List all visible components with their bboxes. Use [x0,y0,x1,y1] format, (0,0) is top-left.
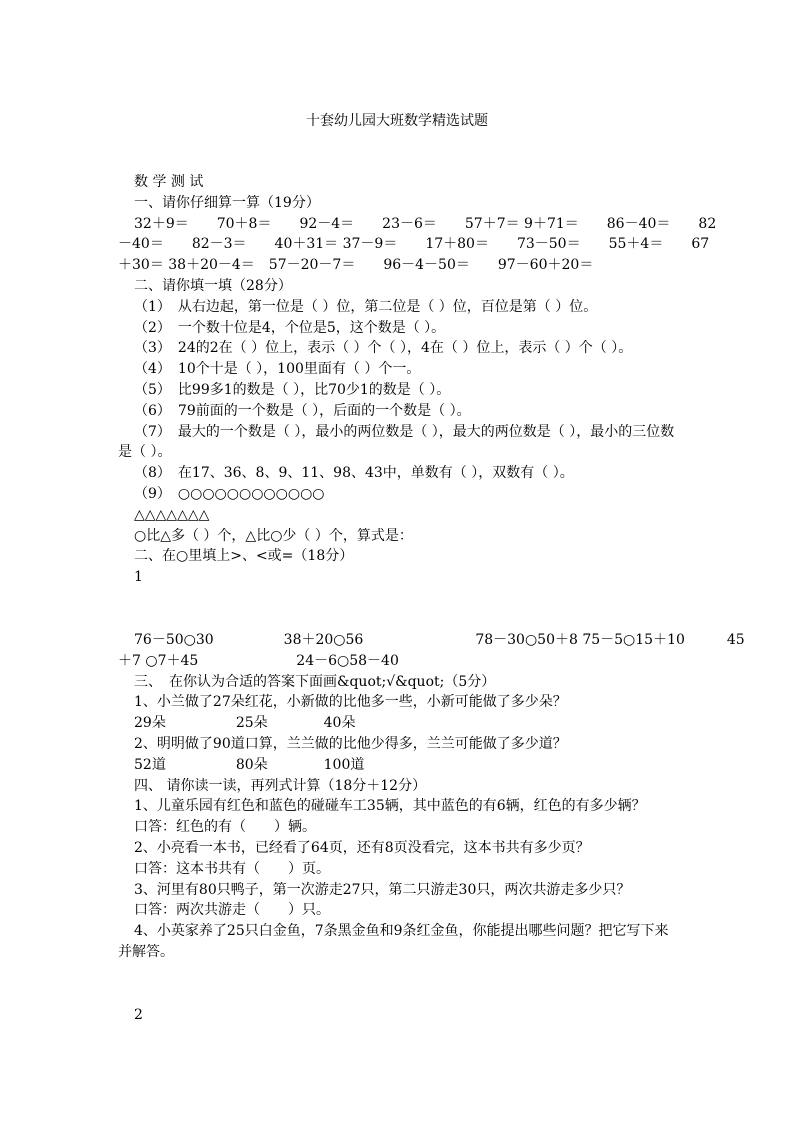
fill-item-7-cont: 是（ ）。 [118,444,172,461]
fill-item-9: （9） ○○○○○○○○○○○○ [134,485,325,502]
document-title: 十套幼儿园大班数学精选试题 [306,113,488,129]
document-body [118,172,745,1025]
fill-item-9-question: ○比△多（ ）个，△比○少（ ）个，算式是： [134,527,413,544]
calc-line-2: －40＝ 82－3＝ 40＋31＝ 37－9＝ 17＋80＝ 73－50＝ 55＋4＝ 67 [118,236,710,253]
fill-item-7: （7） 最大的一个数是（ ），最小的两位数是（ ），最大的两位数是（ ），最小的三位数 [134,423,675,440]
fill-item-1: （1） 从右边起，第一位是（ ）位，第二位是（ ）位，百位是第（ ）位。 [134,298,598,315]
fill-item-6: （6） 79前面的一个数是（ ），后面的一个数是（ ）。 [134,402,471,419]
section-heading-word-problems: 四、 请你读一读，再列式计算（18分＋12分） [134,777,427,794]
spacer [118,588,690,630]
fill-item-5: （5） 比99多1的数是（ ），比70少1的数是（ ）。 [134,381,451,398]
page-number-2: 2 [134,1006,143,1023]
fill-item-2: （2） 一个数十位是4，个位是5，这个数是（ ）。 [134,319,446,336]
spacer [118,963,690,1005]
section-heading-compare: 二、在○里填上>、<或=（18分） [134,548,354,565]
word-problem-1: 1、儿童乐园有红色和蓝色的碰碰车工35辆，其中蓝色的有6辆，红色的有多少辆？ [134,798,646,815]
page-number-1: 1 [134,569,143,586]
word-problem-4: 4、小英家养了25只白金鱼，7条黑金鱼和9条红金鱼，你能提出哪些问题？把它写下来 [134,923,669,940]
section-heading-choose: 三、 在你认为合适的答案下面画&quot;√&quot;（5分） [134,673,496,690]
choose-question-1: 1、小兰做了27朵红花，小新做的比他多一些，小新可能做了多少朵？ [134,694,567,711]
word-problem-3: 3、河里有80只鸭子，第一次游走27只，第二只游走30只，两次共游走多少只？ [134,881,631,898]
choose-options-1: 29朵 25朵 40朵 [134,715,356,732]
compare-line-1: 76－50○30 38＋20○56 78－30○50＋8 75－5○15＋10 45 [134,631,745,648]
calc-line-1: 32＋9＝ 70＋8＝ 92－4＝ 23－6＝ 57＋7＝ 9＋71＝ 86－40＝ 82 [134,215,717,232]
word-problem-2-answer: 口答：这本书共有（ ）页。 [134,860,330,877]
word-problem-2: 2、小亮看一本书，已经看了64页，还有8页没看完，这本书共有多少页？ [134,839,590,856]
section-heading-calc: 一、请你仔细算一算（19分） [134,194,320,211]
word-problem-4-cont: 并解答。 [118,943,174,960]
word-problem-1-answer: 口答：红色的有（ ）辆。 [134,819,316,836]
section-heading-math-test: 数 学 测 试 [134,174,204,190]
section-heading-fill: 二、请你填一填（28分） [134,277,292,294]
compare-line-2: ＋7 ○7＋45 24－6○58－40 [118,652,399,669]
fill-item-8: （8） 在17、36、8、9、11、98、43中，单数有（ ），双数有（ ）。 [134,465,574,482]
triangle-row: △△△△△△△ [134,506,210,523]
choose-options-2: 52道 80朵 100道 [134,756,365,773]
fill-item-4: （4） 10个十是（ ），100里面有（ ）个一。 [134,361,421,378]
calc-line-3: ＋30＝ 38＋20－4＝ 57－20－7＝ 96－4－50＝ 97－60＋20＝ [118,257,594,274]
fill-item-3: （3） 24的2在（ ）位上，表示（ ）个（ ），4在（ ）位上，表示（ ）个（ ）。 [134,340,633,357]
choose-question-2: 2、明明做了90道口算，兰兰做的比他少得多，兰兰可能做了多少道？ [134,735,567,752]
word-problem-3-answer: 口答：两次共游走（ ）只。 [134,902,330,919]
